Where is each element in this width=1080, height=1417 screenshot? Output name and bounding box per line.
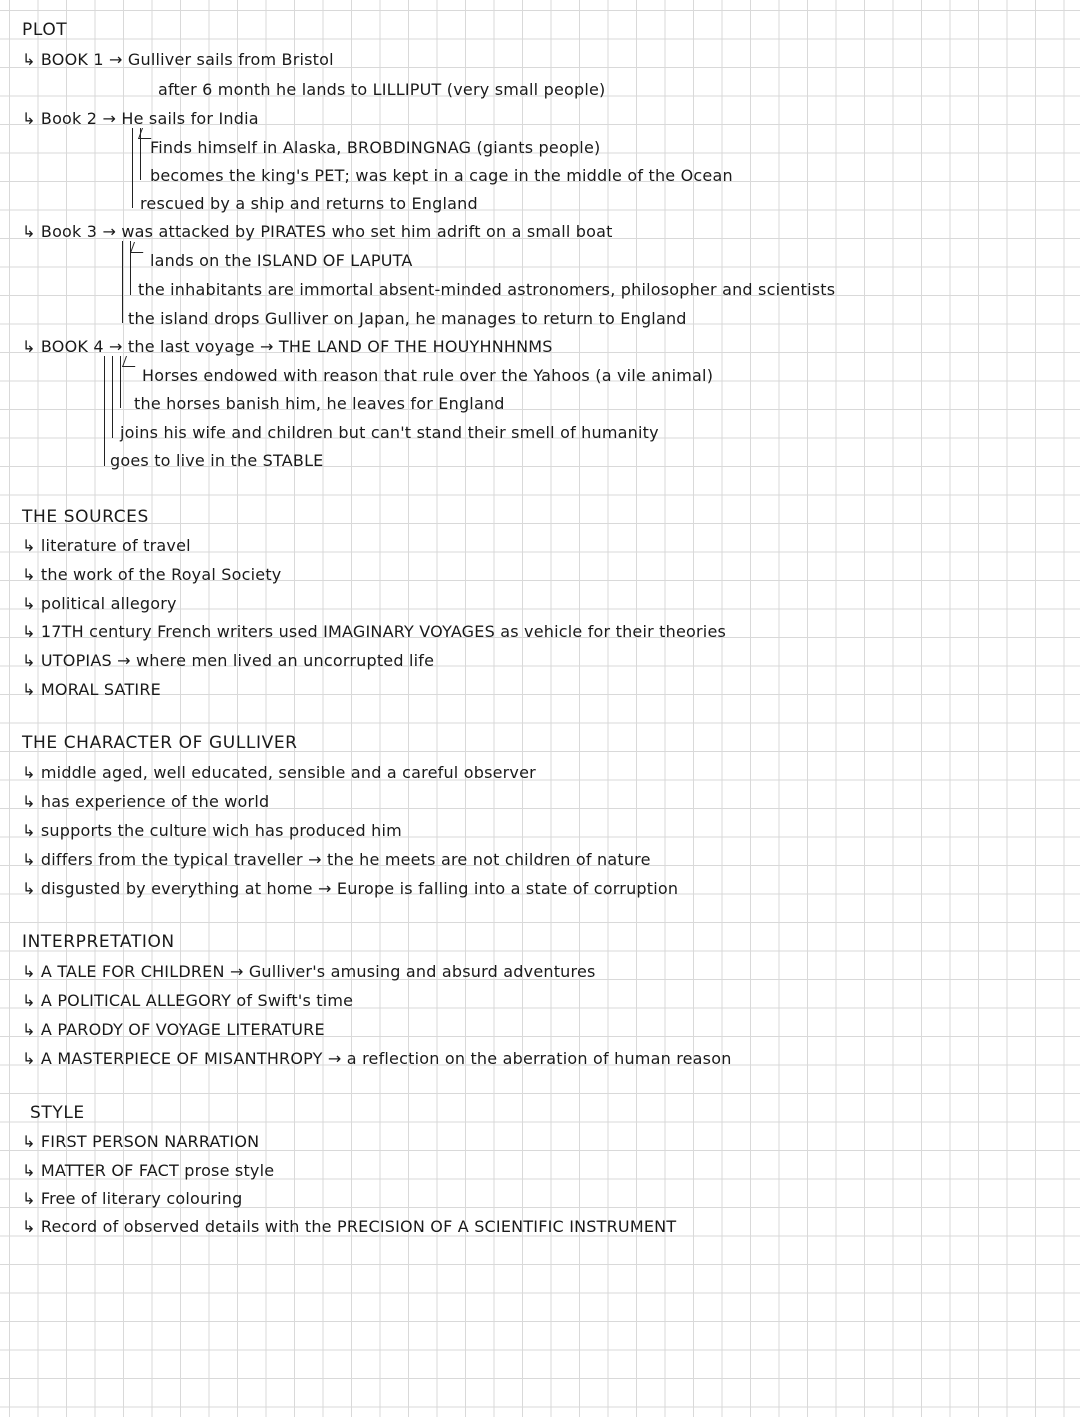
bracket-stroke (122, 241, 123, 323)
plot-line: ↳ Book 2 → He sails for India (22, 109, 259, 128)
plot-line: the inhabitants are immortal absent-minded astronomers, philosopher and scientists (138, 280, 836, 299)
bracket-stroke (112, 356, 113, 438)
plot-line: after 6 month he lands to LILLIPUT (very small people) (158, 80, 606, 99)
sources-line: ↳ political allegory (22, 594, 177, 613)
sources-line: ↳ UTOPIAS → where men lived an uncorrupted life (22, 651, 435, 670)
style-line: ↳ Free of literary colouring (22, 1189, 243, 1208)
interpretation-line: ↳ A POLITICAL ALLEGORY of Swift's time (22, 991, 354, 1010)
character-line: ↳ middle aged, well educated, sensible and a careful observer (22, 763, 536, 782)
plot-line: Horses endowed with reason that rule over the Yahoos (a vile animal) (142, 366, 714, 385)
plot-line: joins his wife and children but can't stand their smell of humanity (120, 423, 659, 442)
plot-line: lands on the ISLAND OF LAPUTA (150, 251, 413, 270)
plot-line: rescued by a ship and returns to England (140, 194, 478, 213)
plot-line: the horses banish him, he leaves for England (134, 394, 505, 413)
interpretation-line: ↳ A PARODY OF VOYAGE LITERATURE (22, 1020, 325, 1039)
plot-line: ↳ Book 3 → was attacked by PIRATES who set him adrift on a small boat (22, 222, 613, 241)
plot-line: goes to live in the STABLE (110, 451, 324, 470)
bracket-tick (130, 242, 147, 253)
plot-line: the island drops Gulliver on Japan, he manages to return to England (128, 309, 687, 328)
plot-line: becomes the king's PET; was kept in a cage in the middle of the Ocean (150, 166, 733, 185)
sources-line: ↳ MORAL SATIRE (22, 680, 161, 699)
plot-heading: PLOT (22, 20, 68, 40)
style-line: ↳ FIRST PERSON NARRATION (22, 1132, 260, 1151)
plot-line: Finds himself in Alaska, BROBDINGNAG (giants people) (150, 138, 601, 157)
bracket-stroke (132, 128, 133, 208)
style-line: ↳ Record of observed details with the PRECISION OF A SCIENTIFIC INSTRUMENT (22, 1217, 677, 1236)
bracket-tick (122, 356, 139, 367)
character-line: ↳ disgusted by everything at home → Europe is falling into a state of corruption (22, 879, 679, 898)
sources-line: ↳ 17TH century French writers used IMAGINARY VOYAGES as vehicle for their theories (22, 622, 727, 641)
interpretation-line: ↳ A MASTERPIECE OF MISANTHROPY → a reflection on the aberration of human reason (22, 1049, 732, 1068)
character-line: ↳ supports the culture wich has produced him (22, 821, 402, 840)
interpretation-line: ↳ A TALE FOR CHILDREN → Gulliver's amusing and absurd adventures (22, 962, 596, 981)
style-line: ↳ MATTER OF FACT prose style (22, 1161, 275, 1180)
sources-heading: THE SOURCES (22, 507, 149, 527)
interpretation-heading: INTERPRETATION (22, 932, 175, 952)
character-heading: THE CHARACTER OF GULLIVER (22, 733, 298, 753)
sources-line: ↳ the work of the Royal Society (22, 565, 282, 584)
plot-line: ↳ BOOK 4 → the last voyage → THE LAND OF THE HOUYHNHNMS (22, 337, 553, 356)
plot-line: ↳ BOOK 1 → Gulliver sails from Bristol (22, 50, 334, 69)
style-heading: STYLE (30, 1103, 85, 1123)
character-line: ↳ has experience of the world (22, 792, 270, 811)
character-line: ↳ differs from the typical traveller → the he meets are not children of nature (22, 850, 651, 869)
bracket-stroke (104, 356, 105, 466)
bracket-stroke (120, 356, 121, 408)
sources-line: ↳ literature of travel (22, 536, 191, 555)
